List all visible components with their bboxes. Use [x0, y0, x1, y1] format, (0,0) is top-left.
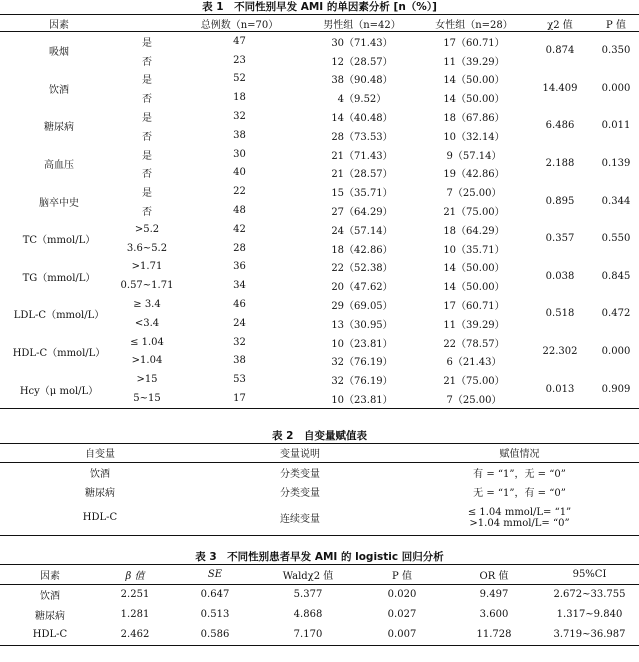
male-cell: 13（30.95）: [331, 319, 393, 331]
total-cell: 47: [233, 35, 246, 47]
female-cell: 18（64.29）: [443, 225, 505, 237]
female-cell: 14（50.00）: [443, 263, 505, 275]
p-value-cell: 0.472: [601, 308, 631, 320]
level-cell: 否: [142, 169, 152, 181]
table-cell: 0.007: [387, 629, 417, 641]
p-value-cell: 0.344: [601, 195, 631, 207]
p-value-cell: 0.845: [601, 270, 631, 282]
male-cell: 22（52.38）: [331, 263, 393, 275]
chi2-cell: 22.302: [542, 346, 578, 358]
male-cell: 14（40.48）: [331, 113, 393, 125]
table-row: [0, 220, 639, 239]
chi2-cell: 2.188: [545, 158, 575, 170]
female-cell: 19（42.86）: [443, 169, 505, 181]
table-cell: 2.462: [120, 629, 150, 641]
table-cell: 1.317~9.840: [556, 609, 623, 621]
chi2-cell: 0.038: [545, 270, 575, 282]
table-row: [0, 501, 639, 536]
chi2-cell: 0.013: [545, 383, 575, 395]
factor-cell: TC（mmol/L）: [22, 235, 96, 247]
female-cell: 18（67.86）: [443, 113, 505, 125]
total-cell: 38: [233, 129, 246, 141]
table2: [0, 443, 639, 536]
factor-cell: 脑卒中史: [39, 197, 79, 209]
table-cell: 1.281: [120, 609, 150, 621]
header-cell: P 值: [392, 570, 412, 582]
level-cell: 是: [142, 150, 152, 162]
female-cell: 11（39.29）: [443, 319, 505, 331]
desc-cell: 连续变量: [280, 514, 320, 526]
table1-caption: 表 1 不同性别早发 AMI 的单因素分析 [n（%）]: [202, 1, 437, 13]
table-row: [0, 625, 639, 646]
header-cell: β 值: [125, 570, 145, 582]
male-cell: 10（23.81）: [331, 338, 393, 350]
header-cell: 总例数（n=70）: [200, 19, 279, 31]
male-cell: 27（64.29）: [331, 207, 393, 219]
level-cell: 3.6~5.2: [126, 242, 168, 254]
female-cell: 10（32.14）: [443, 131, 505, 143]
chi2-cell: 0.518: [545, 308, 575, 320]
table1: [0, 14, 639, 409]
table-cell: 9.497: [479, 589, 509, 601]
factor-cell: HDL-C（mmol/L）: [12, 348, 106, 360]
level-cell: >1.04: [131, 355, 163, 367]
factor-cell: 糖尿病: [44, 122, 74, 134]
header-cell: 变量说明: [280, 449, 320, 461]
level-cell: 是: [142, 113, 152, 125]
table-cell: 0.647: [200, 589, 230, 601]
table-cell: 糖尿病: [35, 611, 65, 623]
total-cell: 30: [233, 148, 246, 160]
level-cell: 否: [142, 131, 152, 143]
header-cell: 因素: [40, 570, 60, 582]
p-value-cell: 0.000: [601, 346, 631, 358]
total-cell: 23: [233, 54, 246, 66]
male-cell: 32（76.19）: [331, 376, 393, 388]
female-cell: 14（50.00）: [443, 75, 505, 87]
factor-cell: TG（mmol/L）: [22, 272, 96, 284]
factor-cell: 饮酒: [49, 84, 69, 96]
table-cell: 0.020: [387, 589, 417, 601]
table3-header-row: [0, 564, 639, 584]
header-cell: SE: [207, 568, 223, 580]
male-cell: 21（28.57）: [331, 169, 393, 181]
var-cell: 糖尿病: [85, 487, 115, 499]
female-cell: 11（39.29）: [443, 56, 505, 68]
male-cell: 38（90.48）: [331, 75, 393, 87]
total-cell: 22: [233, 186, 246, 198]
male-cell: 24（57.14）: [331, 225, 393, 237]
total-cell: 42: [233, 223, 246, 235]
male-cell: 12（28.57）: [331, 56, 393, 68]
table-cell: 4.868: [293, 609, 323, 621]
total-cell: 32: [233, 336, 246, 348]
table-row: [0, 32, 639, 51]
total-cell: 28: [233, 242, 246, 254]
value-line: ≤ 1.04 mmol/L= “1”: [467, 506, 572, 518]
table-row: [0, 462, 639, 482]
table-row: [0, 70, 639, 89]
female-cell: 22（78.57）: [443, 338, 505, 350]
total-cell: 34: [233, 280, 246, 292]
total-cell: 24: [233, 317, 246, 329]
p-value-cell: 0.350: [601, 45, 631, 57]
female-cell: 9（57.14）: [446, 150, 502, 162]
level-cell: 否: [142, 56, 152, 68]
level-cell: ≥ 3.4: [133, 299, 161, 311]
header-cell: 女性组（n=28）: [435, 19, 513, 31]
factor-cell: Hcy（μ mol/L）: [19, 385, 99, 397]
male-cell: 18（42.86）: [331, 244, 393, 256]
table1-header-row: [0, 15, 639, 32]
header-cell: Waldχ2 值: [282, 570, 334, 582]
total-cell: 52: [233, 73, 246, 85]
table-row: [0, 182, 639, 201]
total-cell: 46: [233, 299, 246, 311]
header-cell: 因素: [49, 19, 69, 31]
table-cell: 0.027: [387, 609, 417, 621]
value-cell: 有 = “1”，无 = “0”: [473, 468, 566, 480]
p-value-cell: 0.011: [601, 120, 631, 132]
chi2-cell: 0.357: [545, 233, 575, 245]
chi2-cell: 14.409: [542, 82, 578, 94]
female-cell: 21（75.00）: [443, 207, 505, 219]
level-cell: >5.2: [134, 223, 160, 235]
table-cell: 饮酒: [40, 591, 60, 603]
total-cell: 40: [233, 167, 246, 179]
table-cell: HDL-C: [32, 629, 68, 641]
total-cell: 38: [233, 355, 246, 367]
table3-caption: 表 3 不同性别患者早发 AMI 的 logistic 回归分析: [195, 550, 444, 563]
header-cell: 赋值情况: [499, 449, 540, 461]
total-cell: 48: [233, 205, 246, 217]
table-cell: 3.719~36.987: [553, 629, 626, 641]
level-cell: >15: [136, 374, 158, 386]
var-cell: 饮酒: [90, 468, 110, 480]
male-cell: 20（47.62）: [331, 282, 393, 294]
total-cell: 17: [233, 393, 246, 405]
var-cell: HDL-C: [82, 512, 118, 524]
table3-body: [0, 584, 639, 645]
table3: [0, 564, 639, 646]
male-cell: 4（9.52）: [337, 94, 387, 106]
header-cell: P 值: [606, 19, 626, 31]
chi2-cell: 6.486: [545, 120, 575, 132]
header-cell: OR 值: [479, 570, 509, 582]
table-row: [0, 145, 639, 164]
value-line: >1.04 mmol/L= “0”: [469, 517, 570, 529]
total-cell: 32: [233, 111, 246, 123]
table-row: [0, 258, 639, 277]
p-value-cell: 0.909: [601, 383, 631, 395]
chi2-cell: 0.895: [545, 195, 575, 207]
male-cell: 32（76.19）: [331, 357, 393, 369]
table-cell: 11.728: [476, 629, 512, 641]
table-row: [0, 370, 639, 389]
table-row: [0, 584, 639, 605]
level-cell: 是: [142, 37, 152, 49]
chi2-cell: 0.874: [545, 45, 575, 57]
desc-cell: 分类变量: [280, 468, 320, 480]
value-cell: [400, 501, 639, 536]
level-cell: 否: [142, 94, 152, 106]
female-cell: 17（60.71）: [443, 301, 505, 313]
total-cell: 53: [233, 374, 246, 386]
female-cell: 14（50.00）: [443, 94, 505, 106]
table-row: [0, 107, 639, 126]
total-cell: 36: [233, 261, 246, 273]
table-cell: 7.170: [293, 629, 323, 641]
value-cell: 无 = “1”，有 = “0”: [473, 487, 566, 499]
male-cell: 30（71.43）: [331, 37, 393, 49]
level-cell: 5~15: [133, 393, 161, 405]
male-cell: 28（73.53）: [331, 131, 393, 143]
male-cell: 29（69.05）: [331, 301, 393, 313]
header-cell: χ2 值: [547, 19, 573, 31]
level-cell: ≤ 1.04: [130, 336, 164, 348]
female-cell: 17（60.71）: [443, 37, 505, 49]
table-row: [0, 605, 639, 625]
header-cell: 自变量: [85, 449, 115, 461]
table-cell: 3.600: [479, 609, 509, 621]
p-value-cell: 0.550: [601, 233, 631, 245]
male-cell: 15（35.71）: [331, 188, 393, 200]
p-value-cell: 0.139: [601, 158, 631, 170]
level-cell: 0.57~1.71: [120, 280, 174, 292]
male-cell: 10（23.81）: [331, 395, 393, 407]
female-cell: 7（25.00）: [446, 395, 502, 407]
factor-cell: 高血压: [44, 160, 74, 172]
header-cell: 95%CI: [572, 568, 607, 580]
female-cell: 14（50.00）: [443, 282, 505, 294]
table-row: [0, 295, 639, 314]
header-cell: [118, 15, 176, 32]
female-cell: 21（75.00）: [443, 376, 505, 388]
table-row: [0, 333, 639, 352]
female-cell: 10（35.71）: [443, 244, 505, 256]
factor-cell: LDL-C（mmol/L）: [13, 310, 105, 322]
table-cell: 0.513: [200, 609, 230, 621]
desc-cell: 分类变量: [280, 487, 320, 499]
level-cell: 是: [142, 75, 152, 87]
level-cell: >1.71: [131, 261, 163, 273]
table-row: [0, 482, 639, 501]
factor-cell: 吸烟: [49, 47, 69, 59]
table-cell: 2.251: [120, 589, 150, 601]
female-cell: 6（21.43）: [446, 357, 502, 369]
table-cell: 2.672~33.755: [553, 589, 626, 601]
table2-caption: 表 2 自变量赋值表: [272, 429, 367, 442]
total-cell: 18: [233, 92, 246, 104]
table-cell: 0.586: [200, 629, 230, 641]
male-cell: 21（71.43）: [331, 150, 393, 162]
level-cell: 是: [142, 188, 152, 200]
table-cell: 5.377: [293, 589, 323, 601]
level-cell: <3.4: [134, 317, 160, 329]
table2-header-row: [0, 443, 639, 462]
table1-body: [0, 32, 639, 409]
female-cell: 7（25.00）: [446, 188, 502, 200]
level-cell: 否: [142, 207, 152, 219]
header-cell: 男性组（n=42）: [323, 19, 401, 31]
p-value-cell: 0.000: [601, 82, 631, 94]
